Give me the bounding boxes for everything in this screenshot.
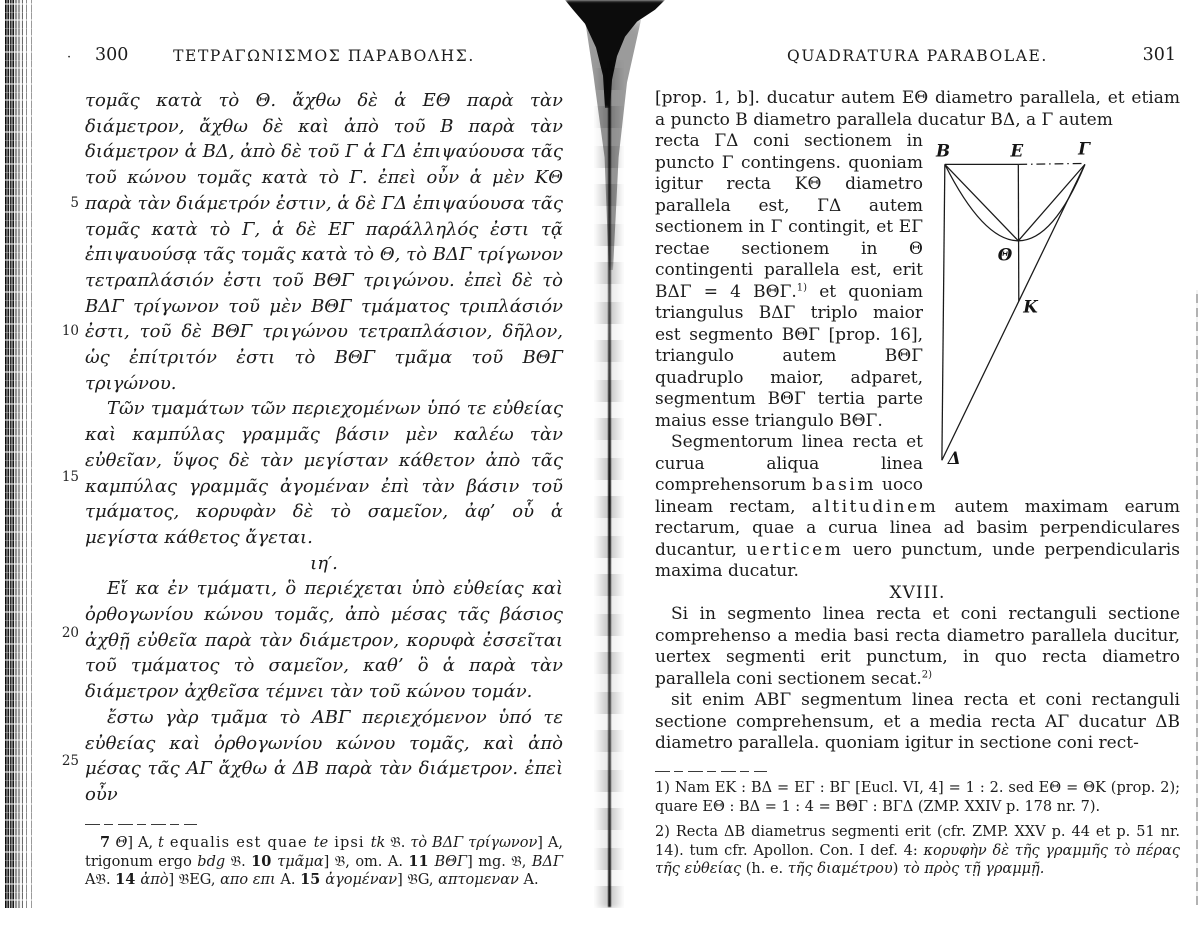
latin-paragraph-3: Si in segmento linea recta et coni rectanguli sectione comprehenso a media basi recta diametro parallela ducitur, uertex segmenti erit punctum, in quo recta diametro parallela coni sectionem secat.$^{2)}$ xyxy=(655,604,1180,689)
greek-text-body xyxy=(61,88,563,808)
right-footnote-separator xyxy=(655,771,767,773)
right-page-header xyxy=(655,45,1180,69)
scan-left-edge-artifact xyxy=(5,0,35,908)
footnote-2: 2) Recta ΔΒ diametrus segmenti erit (cfr. ZMP. XXV p. 44 et p. 51 nr. 14). tum cfr. Apollon. Con. I def. 4: κορυφὴν δὲ τῆς γραμμῆς τὸ πέρας τῆς εὐθείας (h. e. τῆς διαμέτρου) τὸ πρὸς τῇ γραμμῇ. xyxy=(655,824,1180,878)
greek-section-heading: ιη′. xyxy=(310,552,338,574)
parabola-diagram xyxy=(935,135,1180,473)
latin-paragraph-4: sit enim ΑΒΓ segmentum linea recta et coni rectanguli sectione comprehensum, et a media recta ΑΓ ducatur ΔΒ diametro parallela. quoniam igitur in sectione coni rect- xyxy=(655,690,1180,753)
figure-label-Gamma: Γ xyxy=(1078,138,1090,159)
left-footnote-separator xyxy=(85,824,197,826)
greek-paragraph-4: ἔστω γὰρ τμᾶμα τὸ ΑΒΓ περιεχόμενον ὑπό τε εὐθείας καὶ ὀρθογωνίου κώνου τομᾶς, καὶ ἀπὸ μέσας τᾶς ΑΓ ἄχθω ἁ ΔΒ παρὰ τὰν διάμετρον. ἐπεὶ οὖν xyxy=(85,706,563,805)
critical-apparatus: 7 Θ] A, t equalis est quae te ipsi tk 𝔅. τὸ ΒΔΓ τρίγωνον] A, trigonum ergo bdg 𝔅. 10 τμᾶμα] 𝔅, om. A. 11 ΒΘΓ] mg. 𝔅, ΒΔΓ Α𝔅. 14 ἀπὸ] 𝔅EG, απο επι A. 15 ἀγομέναν] 𝔅G, απτομεναν A. xyxy=(85,834,564,889)
figure-label-Theta: Θ xyxy=(997,244,1013,265)
figure-label-K: K xyxy=(1023,296,1038,317)
left-page-header xyxy=(67,45,563,69)
spine-gutter-line xyxy=(608,62,611,907)
scan-right-edge-artifact xyxy=(1196,290,1198,905)
greek-paragraph-2: Τῶν τμαμάτων τῶν περιεχομένων ὑπό τε εὐθείας καὶ καμπύλας γραμμᾶς βάσιν μὲν καλέω τὰν εὐθεῖαν, ὕψος δὲ τὰν μεγίσταν κάθετον ἀπὸ τᾶς καμπύλας γραμμᾶς ἀγομέναν ἐπὶ τὰν βάσιν τοῦ τμάματος, κορυφὰν δὲ τὸ σαμεῖον, ἀφ’ οὗ ἁ μεγίστα κάθετος ἄγεται. xyxy=(85,398,563,548)
page-left-greek xyxy=(61,45,564,890)
greek-paragraph-1: τομᾶς κατὰ τὸ Θ. ἄχθω δὲ ἁ ΕΘ παρὰ τὰν διάμετρον, ἄχθω δὲ καὶ ἀπὸ τοῦ Β παρὰ τὰν διάμετρον ἁ ΒΔ, ἀπὸ δὲ τοῦ Γ ἁ ΓΔ ἐπιψαύουσα τᾶς τοῦ κώνου τομᾶς κατὰ τὸ Γ. ἐπεὶ οὖν ἁ μὲν ΚΘ παρὰ τὰν διάμετρόν ἐστιν, ἁ δὲ ΓΔ ἐπιψαύουσα τᾶς τομᾶς κατὰ τὸ Γ, ἁ δὲ ΕΓ παράλληλός ἐστι τᾷ ἐπιψαυούσᾳ τᾶς τομᾶς κατὰ τὸ Θ, τὸ ΒΔΓ τρίγωνον τετραπλάσιόν ἐστι τοῦ ΒΘΓ τριγώνου. ἐπεὶ δὲ τὸ ΒΔΓ τρίγωνον τοῦ μὲν ΒΘΓ τμάματος τριπλάσιόν ἐστι, τοῦ δὲ ΒΘΓ τριγώνου τετραπλάσιον, δῆλον, ὡς ἐπίτριτόν ἐστι τὸ ΒΘΓ τμᾶμα τοῦ ΒΘΓ τριγώνου. xyxy=(85,90,563,394)
line-number-15: 15 xyxy=(61,469,79,485)
figure-label-B: B xyxy=(936,140,951,161)
stray-dot-mark: · xyxy=(67,50,72,65)
figure-label-Delta: Δ xyxy=(947,448,961,469)
line-number-20: 20 xyxy=(61,625,79,641)
latin-paragraph-2: Segmentorum linea recta et curua aliqua linea comprehensorum basim uoco lineam rectam, altitudinem autem maximam earum rectarum, quae a curua linea ad basim perpendiculares ducantur, uerticem uero punctum, unde perpendicularis maxima ducatur. xyxy=(655,432,1180,581)
left-running-title: ΤΕΤΡΑΓΩΝΙΣΜΟΣ ΠΑΡΑΒΟΛΗΣ. xyxy=(173,47,475,65)
line-number-25: 25 xyxy=(61,753,79,769)
text-with-figure xyxy=(655,131,1180,583)
greek-paragraph-3: Εἴ κα ἐν τμάματι, ὃ περιέχεται ὑπὸ εὐθείας καὶ ὀρθογωνίου κώνου τομᾶς, ἀπὸ μέσας τᾶς βάσιος ἀχθῇ εὐθεῖα παρὰ τὰν διάμετρον, κορυφὰ ἐσσεῖται τοῦ τμάματος τὸ σαμεῖον, καθ’ ὃ ἁ παρὰ τὰν διάμετρον ἀχθεῖσα τέμνει τὰν τοῦ κώνου τομάν. xyxy=(85,578,563,703)
line-number-5: 5 xyxy=(70,195,79,211)
latin-paragraph-1-continued: recta ΓΔ coni sectionem in puncto Γ contingens. quoniam igitur recta ΚΘ diametro parallela est, ΓΔ autem sectionem in Γ contingit, et ΕΓ rectae sectionem in Θ contingenti parallela est, erit ΒΔΓ = 4 ΒΘΓ.$^{1)}$ et quoniam triangulus ΒΔΓ triplo maior est segmento ΒΘΓ [prop. 16], triangulo autem ΒΘΓ quadruplo maior, adparet, segmentum ΒΘΓ tertia parte maius esse triangulo ΒΘΓ. xyxy=(655,131,923,431)
right-running-title: QUADRATURA PARABOLAE. xyxy=(787,47,1048,65)
figure-label-E: E xyxy=(1010,140,1024,161)
latin-paragraph-1-start: [prop. 1, b]. ducatur autem ΕΘ diametro parallela, et etiam a puncto Β diametro parallela ducatur ΒΔ, a Γ autem xyxy=(655,88,1180,130)
latin-section-heading: XVIII. xyxy=(889,582,946,603)
left-page-number: 300 xyxy=(95,45,129,65)
right-page-number: 301 xyxy=(1142,45,1176,65)
latin-text-body xyxy=(655,88,1180,755)
geometry-figure xyxy=(935,135,1180,473)
footnote-1: 1) Nam ΕΚ : ΒΔ = ΕΓ : ΒΓ [Eucl. VI, 4] = 1 : 2. sed ΕΘ = ΘΚ (prop. 2); quare ΕΘ : ΒΔ = 1 : 4 = ΒΘΓ : ΒΓΔ (ZMP. XXIV p. 178 nr. 7). xyxy=(655,780,1180,815)
page-right-latin xyxy=(655,45,1180,879)
line-number-10: 10 xyxy=(61,323,79,339)
